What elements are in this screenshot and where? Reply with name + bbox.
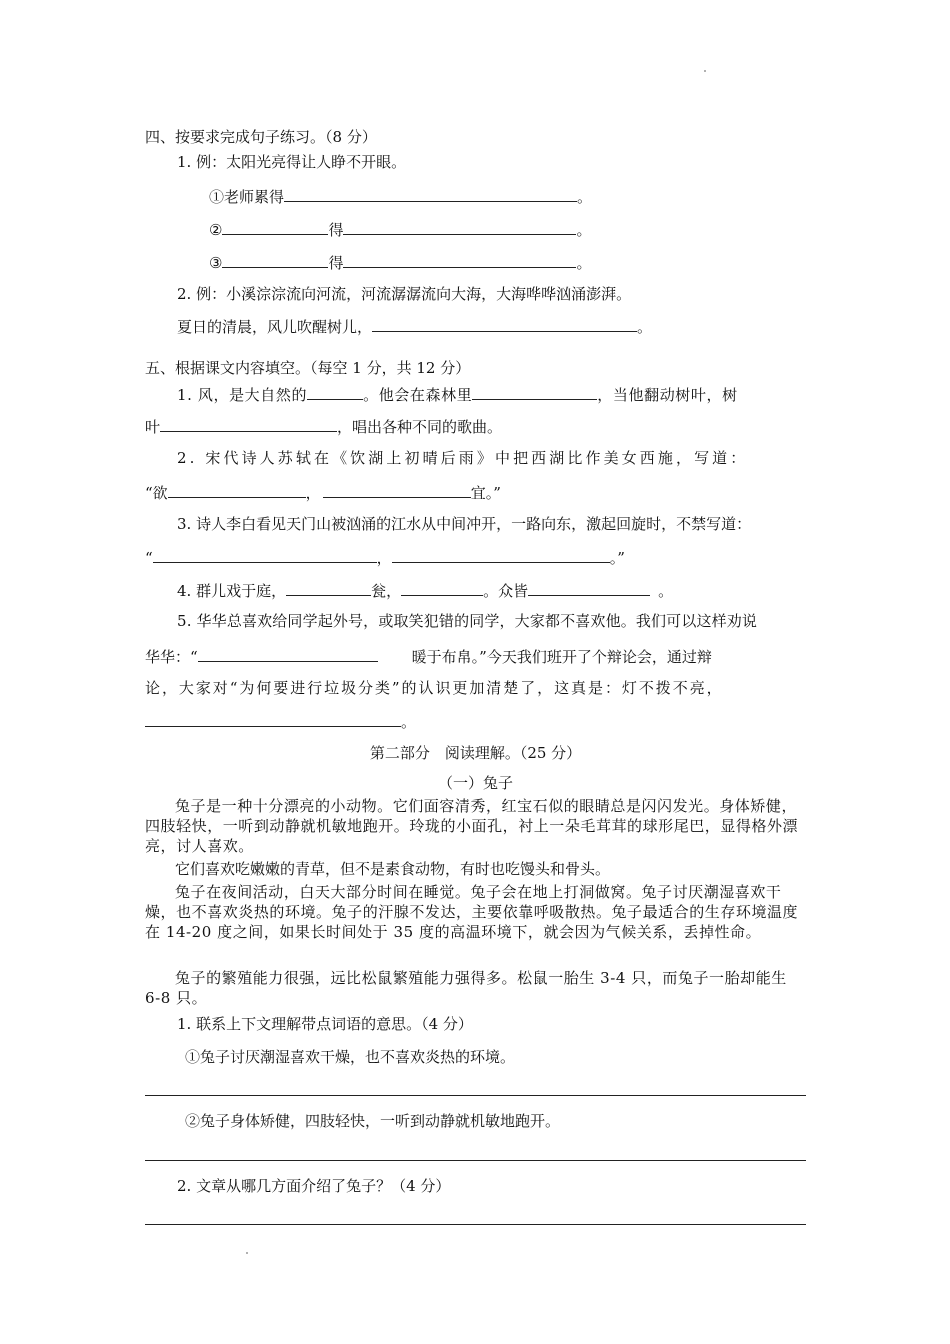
s5-q4-a: 4. 群儿戏于庭， [177,582,287,600]
s5-q1-a: 1. 风，是大自然的 [177,386,308,404]
s5-q3-b: “ [145,549,153,567]
answer-blank[interactable] [153,546,377,563]
s5-q1-d: 叶 [145,418,161,436]
s4-q1-c-prefix: ③ [209,254,223,272]
answer-blank[interactable] [222,251,328,268]
s4-q2-example: 2. 例：小溪淙淙流向河流，河流潺潺流向大海，大海哗哗汹涌澎湃。 [177,285,632,303]
answer-line[interactable] [145,1095,806,1096]
s4-q1-item-c [209,251,591,273]
answer-blank[interactable] [472,383,597,400]
answer-blank[interactable] [401,579,483,596]
answer-blank[interactable] [168,481,306,498]
s5-q5-line4 [145,710,416,732]
s5-q5-e: 。 [401,713,417,731]
answer-blank[interactable] [343,218,576,235]
answer-blank[interactable] [284,185,577,202]
s4-q2-prompt: 夏日的清晨，风儿吹醒树儿， [177,318,373,336]
s4-q1-item-b [209,218,591,240]
s5-q2-c: ， [305,484,321,502]
s5-q4-line [177,579,673,601]
de-char: 得 [328,221,344,239]
s5-q3-d: 。” [609,549,625,567]
s5-q3-line2 [145,546,625,568]
s5-q4-d: 。 [658,582,674,600]
s5-q4-b: 瓮， [371,582,402,600]
period: 。 [577,188,593,206]
answer-blank[interactable] [343,251,576,268]
passage-paragraph-3: 兔子在夜间活动，白天大部分时间在睡觉。兔子会在地上打洞做窝。兔子讨厌潮湿喜欢干燥，也不喜欢炎热的环境。兔子的汗腺不发达，主要依靠呼吸散热。兔子最适合的生存环境温度在 14-20 度之间，如果长时间处于 35 度的高温环境下，就会因为气候关系，丢掉性命。 [145,883,799,941]
answer-blank[interactable] [323,481,471,498]
period: 。 [576,254,592,272]
scan-speck [246,1252,248,1254]
s5-q5-b: 华华：“ [145,648,198,666]
section5-title: 五、根据课文内容填空。（每空 1 分，共 12 分） [145,359,471,377]
answer-line[interactable] [145,1160,806,1161]
s5-q1-e: ，唱出各种不同的歌曲。 [337,418,503,436]
s5-q1-b: 。他会在森林里 [363,386,473,404]
s5-q1-line1 [177,383,738,405]
answer-blank[interactable] [145,710,401,727]
part2-title: 第二部分 阅读理解。（25 分） [369,744,582,762]
answer-blank[interactable] [528,579,650,596]
answer-line[interactable] [145,1224,806,1225]
s5-q5-c: 暖于布帛。”今天我们班开了个辩论会，通过辩 [411,648,712,666]
s5-q2-line1: 2. 宋代诗人苏轼在《饮湖上初晴后雨》中把西湖比作美女西施，写道： [177,449,749,467]
scan-speck [704,70,706,72]
answer-blank[interactable] [198,645,378,662]
answer-blank[interactable] [160,415,337,432]
passage-title: （一）兔子 [437,774,513,792]
part2-q1-b: ②兔子身体矫健，四肢轻快，一听到动静就机敏地跑开。 [185,1112,561,1130]
s5-q2-line2 [145,481,501,503]
section4-title: 四、按要求完成句子练习。（8 分） [145,128,377,146]
s5-q1-line2 [145,415,502,437]
s4-q1-example: 1. 例：太阳光亮得让人睁不开眼。 [177,153,407,171]
period: 。 [637,318,653,336]
s4-q2-prompt-line [177,315,652,337]
period: 。 [576,221,592,239]
part2-q2: 2. 文章从哪几方面介绍了兔子？（4 分） [177,1177,451,1195]
s5-q5-line1: 5. 华华总喜欢给同学起外号，或取笑犯错的同学，大家都不喜欢他。我们可以这样劝说 [177,612,758,630]
part2-q1-a: ①兔子讨厌潮湿喜欢干燥，也不喜欢炎热的环境。 [185,1048,516,1066]
de-char: 得 [328,254,344,272]
answer-blank[interactable] [286,579,371,596]
s5-q5-line3: 论，大家对“为何要进行垃圾分类”的认识更加清楚了，这真是：灯不拨不亮， [145,679,724,697]
answer-blank[interactable] [372,315,637,332]
part2-q1: 1. 联系上下文理解带点词语的意思。（4 分） [177,1015,473,1033]
answer-blank[interactable] [307,383,363,400]
s4-q1-a-text: ①老师累得 [209,188,285,206]
answer-blank[interactable] [222,218,328,235]
s5-q5-line2 [145,645,712,667]
passage-paragraph-2: 它们喜欢吃嫩嫩的青草，但不是素食动物，有时也吃馒头和骨头。 [175,860,611,878]
passage-paragraph-4: 兔子的繁殖能力很强，远比松鼠繁殖能力强得多。松鼠一胎生 3-4 只，而兔子一胎却能生 6-8 只。 [145,969,787,1007]
passage-paragraph-1: 兔子是一种十分漂亮的小动物。它们面容清秀，红宝石似的眼睛总是闪闪发光。身体矫健，四肢轻快，一听到动静就机敏地跑开。玲珑的小面孔，衬上一朵毛茸茸的球形尾巴，显得格外漂亮，讨人喜欢。 [145,797,799,855]
s4-q1-item-a [209,185,592,207]
s5-q3-line1: 3. 诗人李白看见天门山被汹涌的江水从中间冲开，一路向东，激起回旋时，不禁写道： [177,515,752,533]
s5-q3-c: ， [376,549,392,567]
s5-q1-c: ，当他翻动树叶，树 [597,386,738,404]
answer-blank[interactable] [392,546,610,563]
s5-q2-d: 宜。” [470,484,501,502]
s4-q1-b-prefix: ② [209,221,223,239]
s5-q2-b: “欲 [145,484,168,502]
s5-q4-c: 。众皆 [483,582,529,600]
